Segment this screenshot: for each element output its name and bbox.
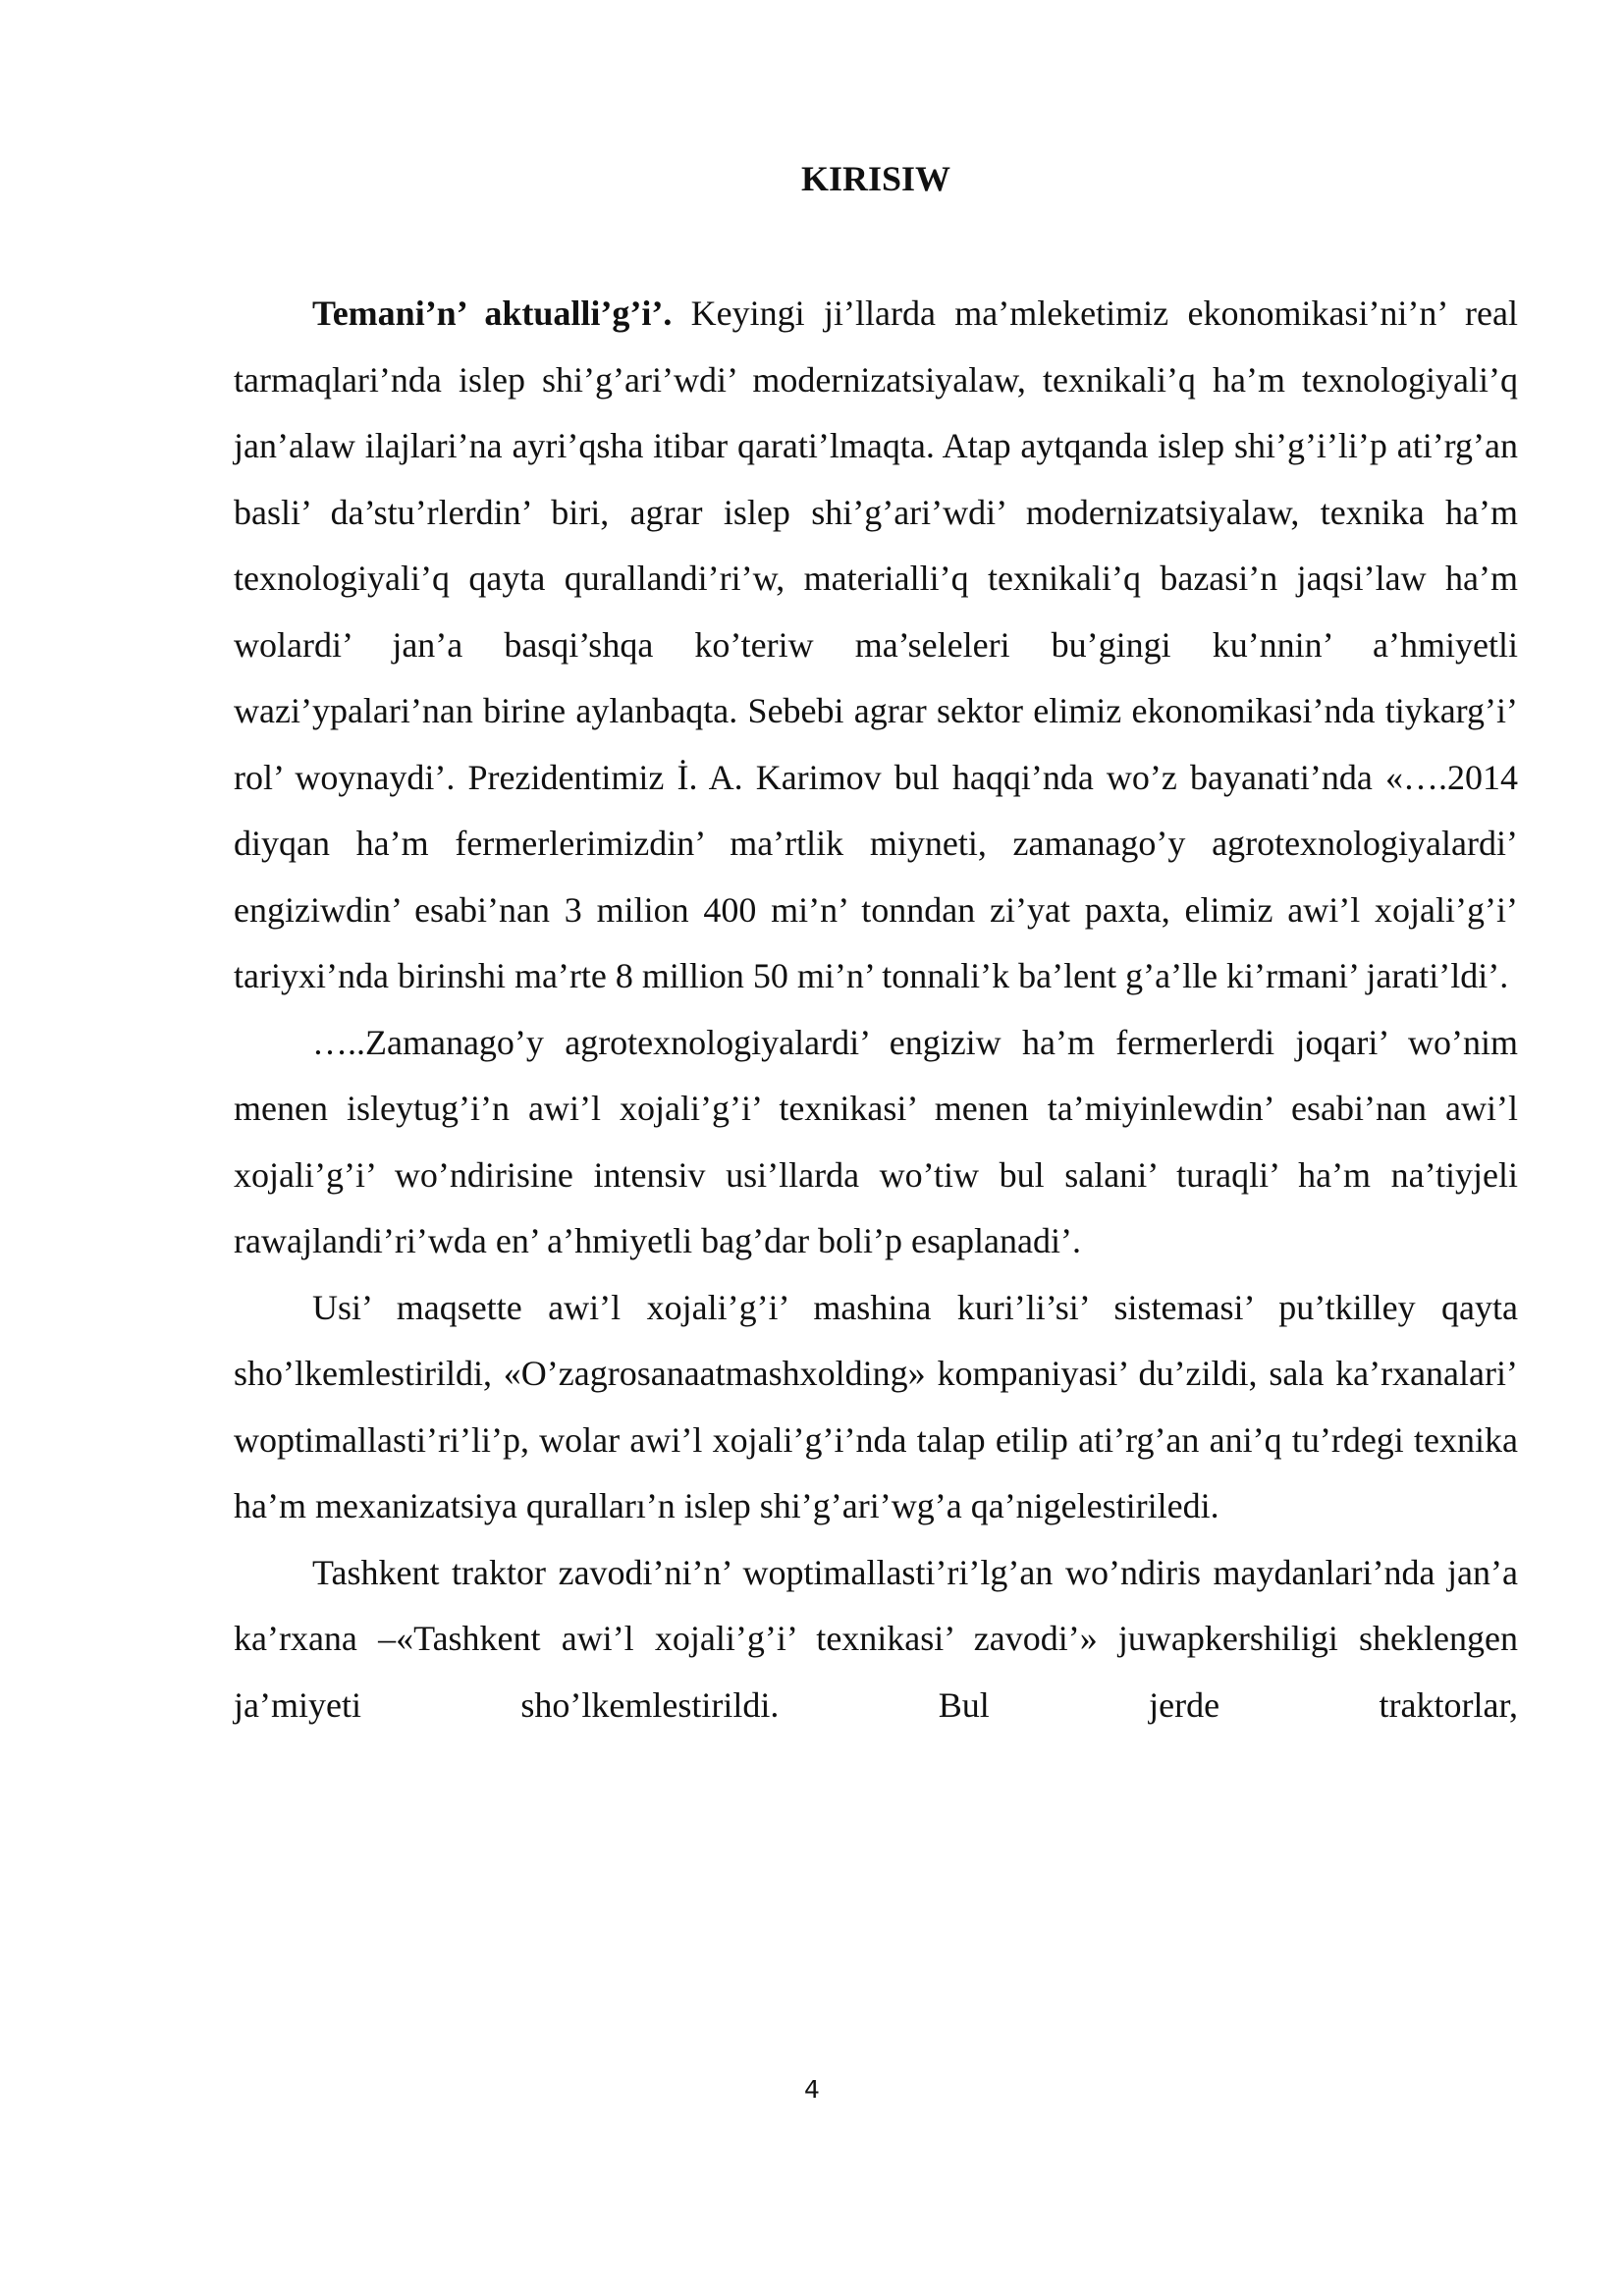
paragraph-agrotechnology bbox=[234, 1010, 1518, 1275]
paragraph-text: Keyingi ji’llarda ma’mleketimiz ekonomikasi’ni’n’ real tarmaqlari’nda islep shi’g’ari’wdi’ modernizatsiyalaw, texnikali’q ha’m texnologiyali’q jan’alaw ilajlari’na ayri’qsha itibar qarati’lmaqta. Atap aytqanda islep shi’g’i’li’p ati’rg’an basli’ da’stu’rlerdin’ biri, agrar islep shi’g’ari’wdi’ modernizatsiyalaw, texnika ha’m texnologiyali’q qayta qurallandi’ri’w, materialli’q texnikali’q bazasi’n jaqsi’law ha’m wolardi’ jan’a basqi’shqa ko’teriw ma’seleleri bu’gingi ku’nnin’ a’hmiyetli wazi’ypalari’nan birine aylanbaqta. Sebebi agrar sektor elimiz ekonomikasi’nda tiykarg’i’ rol’ woynaydi’. Prezidentimiz İ. A. Karimov bul haqqi’nda wo’z bayanati’nda «….2014 diyqan ha’m fermerlerimizdin’ ma’rtlik miyneti, zamanago’y agrotexnologiyalardi’ engiziwdin’ esabi’nan 3 milion 400 mi’n’ tonndan zi’yat paxta, elimiz awi’l xojali’g’i’ tariyxi’nda birinshi ma’rte 8 million 50 mi’n’ tonnali’k ba’lent g’a’lle ki’rmani’ jarati’ldi’. bbox=[234, 294, 1519, 995]
paragraph-text: …..Zamanago’y agrotexnologiyalardi’ engiziw ha’m fermerlerdi joqari’ wo’nim menen isleytug’i’n awi’l xojali’g’i’ texnikasi’ menen ta’miyinlewdin’ esabi’nan awi’l xojali’g’i’ wo’ndirisine intensiv usi’llarda wo’tiw bul salani’ turaqli’ ha’m na’tiyjeli rawajlandi’ri’wda en’ a’hmiyetli bag’dar boli’p esaplanadi’. bbox=[234, 1022, 1518, 1260]
paragraph-machine-building bbox=[234, 1275, 1518, 1540]
paragraph-tashkent-factory bbox=[234, 1540, 1518, 1739]
page-number: 4 bbox=[804, 2075, 820, 2104]
paragraph-text: Tashkent traktor zavodi’ni’n’ woptimallasti’ri’lg’an wo’ndiris maydanlari’nda jan’a ka’rxana –«Tashkent awi’l xojali’g’i’ texnikasi’ zavodi’» juwapkershiligi sheklengen ja’miyeti sho’lkemlestirildi. Bul jerde traktorlar, bbox=[234, 1552, 1518, 1725]
paragraph-relevance bbox=[234, 281, 1518, 1010]
body-text bbox=[234, 281, 1518, 1738]
paragraph-lead-bold: Temani’n’ aktualli’g’i’. bbox=[312, 294, 673, 333]
paragraph-text: Usi’ maqsette awi’l xojali’g’i’ mashina kuri’li’si’ sistemasi’ pu’tkilley qayta sho’lkemlestirildi, «O’zagrosanaatmashxolding» kompaniyasi’ du’zildi, sala ka’rxanalari’ woptimallasti’ri’li’p, wolar awi’l xojali’g’i’nda talap etilip ati’rg’an ani’q tu’rdegi texnika ha’m mexanizatsiya quralları’n islep shi’g’ari’wg’a qa’nigelestiriledi. bbox=[234, 1287, 1518, 1525]
section-heading: KIRISIW bbox=[800, 159, 951, 198]
